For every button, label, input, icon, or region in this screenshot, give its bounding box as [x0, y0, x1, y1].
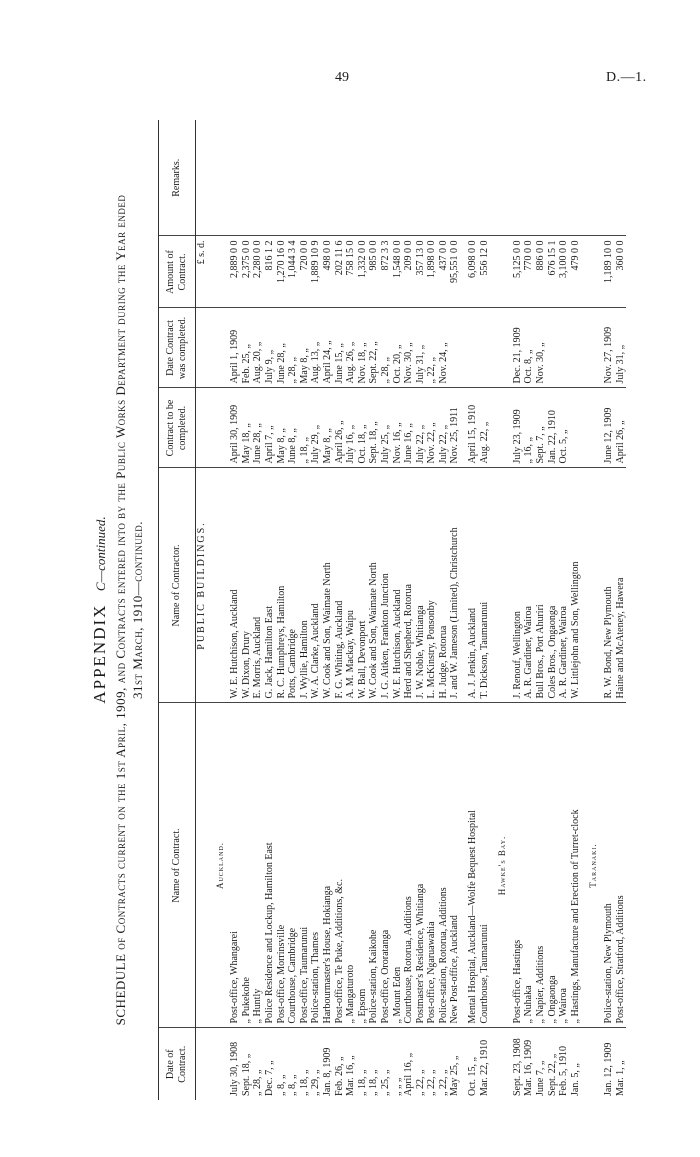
empty-cell [208, 388, 230, 468]
cell-contract-name: Post-office, Morrinsville [276, 703, 288, 1028]
table-row [345, 120, 357, 1100]
schedule-title-line2: 31st March, 1910—continued. [130, 520, 145, 700]
cell-to-complete: April 26, „ [334, 388, 346, 468]
empty-cell [581, 468, 603, 703]
cell-date: Sept. 23, 1908 [511, 1038, 523, 1096]
cell-contract-name: „ Mount Eden [392, 703, 404, 1028]
cell-contractor: H. Judge, Rotorua [438, 468, 450, 703]
cell-date: Mar. 1, „ [614, 1060, 626, 1096]
table-row [334, 120, 346, 1100]
col-name-of-contractor: Name of Contractor. [159, 468, 196, 703]
cell-remarks [426, 120, 438, 236]
district-heading: Hawke's Bay. [490, 703, 512, 1028]
appendix-label: APPENDIX [90, 603, 109, 704]
cell-completed: July 9, „ [264, 308, 276, 388]
cell-amount: 2,889 0 0 [229, 236, 241, 308]
cell-date: May 25, „ [449, 1055, 461, 1096]
cell-amount: 1,270 16 0 [276, 236, 288, 308]
cell-contractor: A. M. Mackay, Waipu [345, 468, 357, 703]
empty-cell [490, 468, 512, 703]
cell-contract-name: Police-station, Rotorua, Additions [438, 703, 450, 1028]
cell-to-complete: May 18, „ [241, 388, 253, 468]
cell-amount: 758 15 0 [345, 236, 357, 308]
col-date-completed: Date Contract was completed. [159, 308, 196, 388]
cell-to-complete: Jan. 22, 1910 [547, 388, 559, 468]
cell-completed: Oct. 8, „ [523, 308, 535, 388]
cell-contract-name: „ Hastings, Manufacture and Erection of Turret-clock [570, 703, 582, 1028]
cell-date: Mar. 22, 1910 [478, 1039, 490, 1096]
cell-contract-name: „ Napier, Additions [535, 703, 547, 1028]
cell-contractor: L. McKinstry, Ponsonby [426, 468, 438, 703]
cell-contract-name: Courthouse, Cambridge [287, 703, 299, 1028]
currency-units: £ s. d. [196, 236, 208, 308]
cell-contractor: E. Morris, Auckland [252, 468, 264, 703]
cell-to-complete: June 8, „ [287, 388, 299, 468]
header-row [159, 120, 196, 1100]
cell-contract-name: „ Huntly [252, 703, 264, 1028]
cell-completed [449, 308, 461, 388]
cell-completed [467, 308, 479, 388]
appendix-suffix: C—continued. [93, 516, 108, 592]
cell-to-complete: Sept. 7, „ [535, 388, 547, 468]
col-name-of-contract: Name of Contract. [159, 703, 196, 1028]
cell-date: „ 18, „ [356, 1069, 368, 1096]
table-row [426, 120, 438, 1100]
cell-contract-name: „ Pukekohe [241, 703, 253, 1028]
cell-remarks [241, 120, 253, 236]
cell-completed: Nov. 30, „ [535, 308, 547, 388]
cell-contractor: W. Dixon, Drury [241, 468, 253, 703]
cell-contract-name: Post-office, Stratford, Additions [615, 703, 627, 1028]
empty-cell [196, 120, 208, 236]
empty-cell [581, 308, 603, 388]
cell-remarks [438, 120, 450, 236]
cell-amount: 209 0 0 [403, 236, 415, 308]
cell-contract-name: „ Nuhaka [523, 703, 535, 1028]
cell-completed: May 8, „ [299, 308, 311, 388]
cell-completed: Aug. 13, „ [310, 308, 322, 388]
cell-amount: 985 0 0 [368, 236, 380, 308]
cell-contract-name: „ Epsom [357, 703, 369, 1028]
cell-remarks [415, 120, 427, 236]
cell-date: „ 8, „ [275, 1074, 287, 1096]
table-row [252, 120, 264, 1100]
cell-remarks [380, 120, 392, 236]
table-row [368, 120, 380, 1100]
cell-remarks [479, 120, 491, 236]
cell-date: Oct. 15, „ [467, 1057, 479, 1096]
cell-completed: Aug. 20, „ [252, 308, 264, 388]
table-row [229, 120, 241, 1100]
cell-contract-name: Post-office, Taumarunui [299, 703, 311, 1028]
empty-cell [208, 1028, 230, 1100]
cell-completed [570, 308, 582, 388]
cell-contractor: T. Dickson, Taumarunui [479, 468, 491, 703]
cell-contractor: Haine and McAteney, Hawera [615, 468, 627, 703]
district-heading: Auckland. [208, 703, 230, 1028]
table-row [241, 120, 253, 1100]
table-row [276, 120, 288, 1100]
cell-to-complete: June 28, „ [252, 388, 264, 468]
cell-amount: 2,280 0 0 [252, 236, 264, 308]
cell-remarks [449, 120, 461, 236]
table-row [603, 120, 615, 1100]
cell-amount: 556 12 0 [479, 236, 491, 308]
cell-to-complete: July 25, „ [380, 388, 392, 468]
cell-contract-name: Post-office, Ngaruawahia [426, 703, 438, 1028]
table-row [547, 120, 559, 1100]
empty-cell [196, 1028, 208, 1100]
cell-amount: 1,332 0 0 [357, 236, 369, 308]
cell-date: Mar. 16, „ [345, 1055, 357, 1096]
cell-completed: Nov. 24, „ [438, 308, 450, 388]
cell-completed: Nov. 27, 1909 [603, 308, 615, 388]
cell-remarks [276, 120, 288, 236]
empty-cell [196, 388, 208, 468]
cell-amount: 498 0 0 [322, 236, 334, 308]
cell-remarks [264, 120, 276, 236]
cell-to-complete: May 8, „ [322, 388, 334, 468]
district-row [581, 120, 603, 1100]
table-row [523, 120, 535, 1100]
cell-contract-name: Post-office, Whangarei [229, 703, 241, 1028]
cell-amount: 1,044 3 4 [287, 236, 299, 308]
empty-cell [581, 120, 603, 236]
table-row [570, 120, 582, 1100]
district-row [490, 120, 512, 1100]
cell-to-complete: April 15, 1910 [467, 388, 479, 468]
cell-date: „ 8, „ [287, 1074, 299, 1096]
cell-remarks [229, 120, 241, 236]
cell-to-complete: „ 16, „ [523, 388, 535, 468]
cell-amount: 1,548 0 0 [392, 236, 404, 308]
table-row [615, 120, 627, 1100]
cell-to-complete: April 26, „ [615, 388, 627, 468]
cell-remarks [345, 120, 357, 236]
cell-contract-name: Mental Hospital, Auckland—Wolfe Bequest Hospital [467, 703, 479, 1028]
table-row [415, 120, 427, 1100]
table-row [299, 120, 311, 1100]
table-row [479, 120, 491, 1100]
district-row [208, 120, 230, 1100]
cell-contractor: J. and W. Jameson (Limited), Christchurch [449, 468, 461, 703]
table-row [380, 120, 392, 1100]
cell-contract-name: New Post-office, Auckland [449, 703, 461, 1028]
cell-amount: 1,889 10 9 [310, 236, 322, 308]
cell-remarks [467, 120, 479, 236]
cell-contractor: F. G. Whiting, Auckland [334, 468, 346, 703]
cell-to-complete: Oct. 18, „ [357, 388, 369, 468]
cell-remarks [252, 120, 264, 236]
cell-to-complete: June 12, 1909 [603, 388, 615, 468]
cell-date: Jan. 12, 1909 [603, 1042, 614, 1096]
cell-contractor: W. E. Hutchison, Auckland [229, 468, 241, 703]
table-row [449, 120, 461, 1100]
col-remarks: Remarks. [159, 120, 196, 236]
cell-amount: 1,189 10 0 [603, 236, 615, 308]
cell-contractor: A. R. Gardiner, Wairoa [523, 468, 535, 703]
table-row [558, 120, 570, 1100]
cell-completed: Nov. 18, „ [357, 308, 369, 388]
cell-amount: 5,125 0 0 [512, 236, 524, 308]
cell-date: „ 28, „ [252, 1069, 264, 1096]
cell-to-complete: Nov. 22, „ [426, 388, 438, 468]
cell-remarks [512, 120, 524, 236]
schedule-title [112, 120, 146, 1100]
cell-amount: 770 0 0 [523, 236, 535, 308]
cell-amount: 1,898 0 0 [426, 236, 438, 308]
cell-completed: April 24, „ [322, 308, 334, 388]
cell-date: „ 29, „ [310, 1069, 322, 1096]
cell-contractor: Herd and Shepherd, Rotorua [403, 468, 415, 703]
cell-to-complete: Nov. 16, „ [392, 388, 404, 468]
cell-contractor: W. Littlejohn and Son, Wellington [570, 468, 582, 703]
cell-completed: June 15, „ [334, 308, 346, 388]
cell-date: „ 22, „ [426, 1069, 438, 1096]
cell-amount: 202 11 6 [334, 236, 346, 308]
empty-cell [208, 308, 230, 388]
cell-completed: July 31, „ [615, 308, 627, 388]
cell-date: „ 22, „ [414, 1069, 426, 1096]
col-amount: Amount of Contract. [159, 236, 196, 308]
cell-contractor: J. G. Aitken, Frankton Junction [380, 468, 392, 703]
empty-cell [208, 120, 230, 236]
cell-completed: Feb. 25, „ [241, 308, 253, 388]
table-row [264, 120, 276, 1100]
cell-completed [558, 308, 570, 388]
cell-completed: Nov. 30, „ [403, 308, 415, 388]
cell-contractor: Bull Bros., Port Ahuriri [535, 468, 547, 703]
table-row [403, 120, 415, 1100]
cell-remarks [615, 120, 627, 236]
public-buildings-label: PUBLIC BUILDINGS. [196, 468, 208, 703]
cell-contractor: W. A. Clarke, Auckland [310, 468, 322, 703]
table-row [357, 120, 369, 1100]
cell-date: June 7, „ [535, 1060, 547, 1096]
cell-remarks [287, 120, 299, 236]
cell-amount: 479 0 0 [570, 236, 582, 308]
cell-date: „ 22, „ [437, 1069, 449, 1096]
cell-completed: „ 28, „ [380, 308, 392, 388]
cell-remarks [603, 120, 615, 236]
cell-date: Jan. 8, 1909 [321, 1047, 333, 1096]
cell-remarks [558, 120, 570, 236]
cell-amount: 872 3 3 [380, 236, 392, 308]
cell-contract-name: Police-station, Kaikohe [368, 703, 380, 1028]
cell-date: „ 18, „ [368, 1069, 380, 1096]
cell-remarks [535, 120, 547, 236]
cell-completed: „ 22, „ [426, 308, 438, 388]
empty-cell [196, 308, 208, 388]
cell-amount: 2,375 0 0 [241, 236, 253, 308]
empty-cell [490, 236, 512, 308]
cell-contractor: J. W. Noble, Whitianga [415, 468, 427, 703]
cell-contractor: Potts, Cambridge [287, 468, 299, 703]
cell-contract-name: Post-office, Hastings [512, 703, 524, 1028]
cell-to-complete: June 16, „ [403, 388, 415, 468]
table-row [512, 120, 524, 1100]
cell-date: Dec. 7, „ [263, 1060, 275, 1096]
cell-to-complete: July 29, „ [310, 388, 322, 468]
cell-amount: 357 13 0 [415, 236, 427, 308]
empty-cell [490, 388, 512, 468]
cell-contractor: A. R. Gardiner, Wairoa [558, 468, 570, 703]
cell-contract-name: Post-office, Ororatanga [380, 703, 392, 1028]
cell-amount: 95,551 0 0 [449, 236, 461, 308]
cell-amount: 886 0 0 [535, 236, 547, 308]
empty-cell [490, 120, 512, 236]
contracts-table [158, 120, 626, 1100]
cell-contract-name: „ Ongaonga [547, 703, 559, 1028]
cell-to-complete: July 16, „ [345, 388, 357, 468]
cell-date: Jan. 5, „ [569, 1063, 581, 1096]
empty-cell [208, 236, 230, 308]
cell-contractor: G. Jack, Hamilton East [264, 468, 276, 703]
document-reference: D.—1. [606, 70, 647, 85]
cell-contractor: Coles Bros., Ongaonga [547, 468, 559, 703]
cell-remarks [357, 120, 369, 236]
cell-remarks [310, 120, 322, 236]
cell-completed: April 1, 1909 [229, 308, 241, 388]
cell-amount: 720 0 0 [299, 236, 311, 308]
cell-contractor: A. J. Jenkin, Auckland [467, 468, 479, 703]
cell-contractor: J. Wyllie, Hamilton [299, 468, 311, 703]
schedule-rotated-area [90, 120, 650, 1100]
cell-amount: 816 1 2 [264, 236, 276, 308]
cell-amount: 3,100 0 0 [558, 236, 570, 308]
cell-contract-name: Courthouse, Taumarunui [479, 703, 491, 1028]
cell-contract-name: „ Wairoa [558, 703, 570, 1028]
cell-remarks [334, 120, 346, 236]
cell-amount: 676 15 1 [547, 236, 559, 308]
cell-contract-name: Police-station, Thames [310, 703, 322, 1028]
cell-completed: Sept. 22, „ [368, 308, 380, 388]
empty-cell [208, 468, 230, 703]
cell-to-complete: July 23, 1909 [512, 388, 524, 468]
cell-completed: Dec. 21, 1909 [512, 308, 524, 388]
contracts-body [196, 120, 627, 1100]
cell-to-complete: Nov. 25, 1911 [449, 388, 461, 468]
table-row [392, 120, 404, 1100]
cell-completed: Aug. 26, „ [345, 308, 357, 388]
cell-remarks [392, 120, 404, 236]
cell-date: Feb. 5, 1910 [558, 1046, 570, 1096]
cell-date: „ 25, „ [379, 1069, 391, 1096]
cell-remarks [322, 120, 334, 236]
cell-contractor: W. Cook and Son, Waimate North [322, 468, 334, 703]
cell-date: Mar. 16, 1909 [523, 1039, 535, 1096]
cell-date: July 30, 1908 [229, 1041, 241, 1096]
cell-contractor: R. W. Bond, New Plymouth [603, 468, 615, 703]
currency-row [196, 120, 208, 1100]
cell-amount: 6,098 0 0 [467, 236, 479, 308]
cell-date: Sept. 18, „ [240, 1053, 252, 1096]
cell-contractor: R. C. Humphreys, Hamilton [276, 468, 288, 703]
col-date-of-contract: Date of Contract. [159, 1028, 196, 1100]
cell-remarks [299, 120, 311, 236]
cell-remarks [368, 120, 380, 236]
table-row [438, 120, 450, 1100]
table-row [310, 120, 322, 1100]
cell-to-complete: Oct. 5, „ [558, 388, 570, 468]
cell-contractor: W. Ball, Devonport [357, 468, 369, 703]
empty-cell [196, 703, 208, 1028]
cell-remarks [403, 120, 415, 236]
cell-contract-name: Courthouse, Rotorua, Additions [403, 703, 415, 1028]
table-row [535, 120, 547, 1100]
cell-to-complete [570, 388, 582, 468]
cell-to-complete: „ 18, „ [299, 388, 311, 468]
empty-cell [581, 236, 603, 308]
cell-to-complete: May 8, „ [276, 388, 288, 468]
table-row [322, 120, 334, 1100]
cell-amount: 360 0 0 [615, 236, 627, 308]
col-contract-to-be-completed: Contract to be completed. [159, 388, 196, 468]
cell-date: April 16, „ [403, 1052, 415, 1096]
empty-cell [581, 388, 603, 468]
cell-date: Feb. 26, „ [333, 1056, 345, 1096]
cell-completed: „ 28, „ [287, 308, 299, 388]
cell-completed [479, 308, 491, 388]
empty-cell [581, 1028, 603, 1100]
cell-date: „ 18, „ [298, 1069, 310, 1096]
appendix-heading [90, 120, 110, 1100]
cell-to-complete: Sept. 18, „ [368, 388, 380, 468]
cell-date: „ „ „ [391, 1077, 403, 1096]
cell-completed: June 28, „ [276, 308, 288, 388]
cell-remarks [547, 120, 559, 236]
cell-contract-name: Post-office, Te Puke, Additions, &c. [334, 703, 346, 1028]
cell-to-complete: July 22, „ [415, 388, 427, 468]
cell-completed: July 31, „ [415, 308, 427, 388]
empty-cell [490, 1028, 512, 1100]
cell-contract-name: Harbourmaster's House, Hokianga [322, 703, 334, 1028]
cell-contract-name: Police-station, New Plymouth [603, 703, 615, 1028]
table-row [467, 120, 479, 1100]
empty-cell [490, 308, 512, 388]
cell-amount: 437 0 0 [438, 236, 450, 308]
schedule-title-line1: SCHEDULE of Contracts current on the 1st April, 1909, and Contracts entered into by the Public Works Department during the Year ended [113, 194, 128, 1026]
cell-completed: Oct. 20, „ [392, 308, 404, 388]
cell-completed [547, 308, 559, 388]
cell-to-complete: April 7, „ [264, 388, 276, 468]
cell-to-complete: Aug. 22, „ [479, 388, 491, 468]
cell-contractor: J. Renouf, Wellington [512, 468, 524, 703]
cell-to-complete: April 30, 1909 [229, 388, 241, 468]
cell-contract-name: Police Residence and Lockup, Hamilton East [264, 703, 276, 1028]
cell-to-complete: July 22, „ [438, 388, 450, 468]
cell-contractor: W. E. Hutchison, Auckland [392, 468, 404, 703]
cell-contract-name: Postmaster's Residence, Whitianga [415, 703, 427, 1028]
cell-contract-name: „ Mangaturoto [345, 703, 357, 1028]
cell-contractor: W. Cook and Son, Waimate North [368, 468, 380, 703]
table-row [287, 120, 299, 1100]
page-number: 49 [335, 70, 349, 85]
cell-date: Sept. 22, „ [546, 1053, 558, 1096]
cell-remarks [523, 120, 535, 236]
district-heading: Taranaki. [581, 703, 603, 1028]
cell-remarks [570, 120, 582, 236]
